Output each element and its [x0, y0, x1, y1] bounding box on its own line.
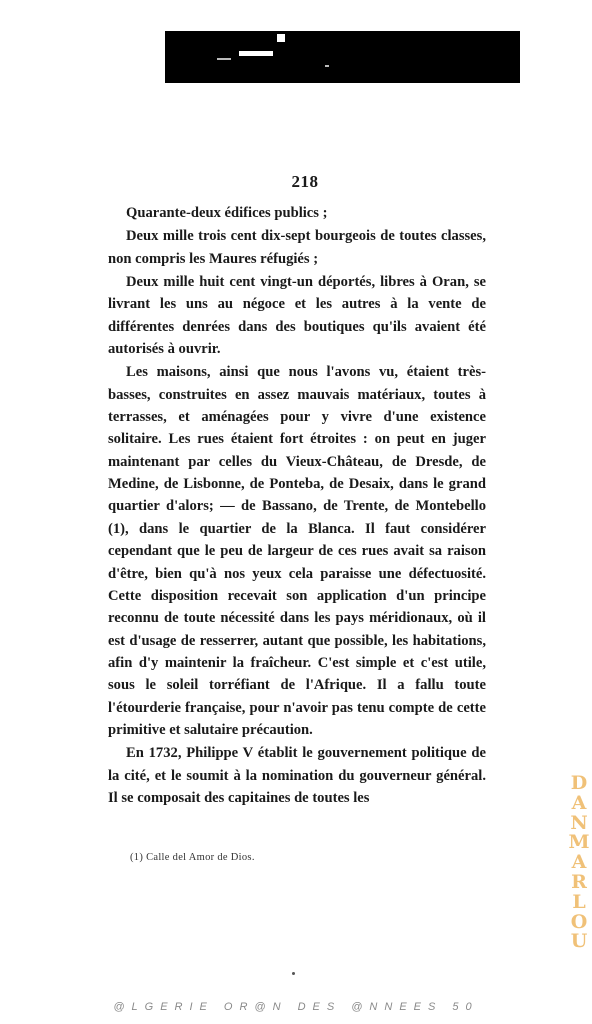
side-watermark-letter: O — [570, 910, 588, 933]
paragraph: Les maisons, ainsi que nous l'avons vu, étaient très-basses, construites en assez mauvais matériaux, toutes à terrasses, et aménagées pour y vivre d'une existence solitaire. Les rues étaient fort étroites : on peut en juger maintenant par celles du Vieux-Château, de Dresde, de Medine, de Lisbonne, de Ponteba, de Desaix, dans le grand quartier d'alors; — de Bassano, de Trente, de Montebello (1), dans le quartier de la Blanca. Il faut considérer cependant que le peu de largeur de ces rues avait sa raison d'être, bien qu'à nos yeux cela paraisse une défectuosité. Cette disposition recevait son application d'un principe reconnu de toute nécessité dans les pays méridionaux, où il est d'usage de resserrer, autant que possible, les habitations, afin d'y maintenir la fraîcheur. C'est simple et c'est utile, sous le soleil torréfiant de l'Afrique. Il a fallu toute l'étourderie française, pour n'avoir pas tenu compte de cette primitive et salutaire précaution. — [108, 364, 486, 738]
scan-artifact — [217, 58, 231, 60]
side-watermark-letter: A — [571, 851, 587, 874]
side-watermark-letter: L — [572, 890, 586, 913]
side-watermark-letter: R — [571, 870, 587, 893]
scan-artifact — [277, 34, 285, 42]
scan-artifact — [239, 51, 273, 56]
page-number: 218 — [291, 172, 319, 191]
footnote: (1) Calle del Amor de Dios. — [130, 852, 255, 863]
bottom-watermark: @LGERIE OR@N DES @NNEES 50 — [113, 1001, 479, 1013]
paragraph: Quarante-deux édifices publics ; — [126, 205, 328, 221]
paragraph: En 1732, Philippe V établit le gouvernement politique de la cité, et le soumit à la nomination du gouverneur général. Il se composait des capitaines de toutes les — [108, 745, 486, 806]
paragraph: Deux mille trois cent dix-sept bourgeois de toutes classes, non compris les Maures réfugiés ; — [108, 228, 486, 267]
scan-artifact — [325, 65, 329, 67]
side-watermark-letter: M — [568, 831, 590, 854]
side-watermark-letter: A — [571, 791, 587, 814]
side-watermark-letter: U — [570, 930, 588, 953]
page-dot — [292, 972, 295, 975]
page-body — [108, 202, 486, 810]
paragraph: Deux mille huit cent vingt-un déportés, libres à Oran, se livrant les uns au négoce et les autres à la vente de différentes denrées dans des boutiques qu'ils avaient été autorisés à ouvrir. — [108, 274, 486, 358]
side-watermark-letter: D — [570, 772, 588, 794]
side-watermark-letter: N — [570, 811, 588, 834]
side-watermark — [568, 774, 590, 952]
scan-black-band — [165, 31, 520, 83]
